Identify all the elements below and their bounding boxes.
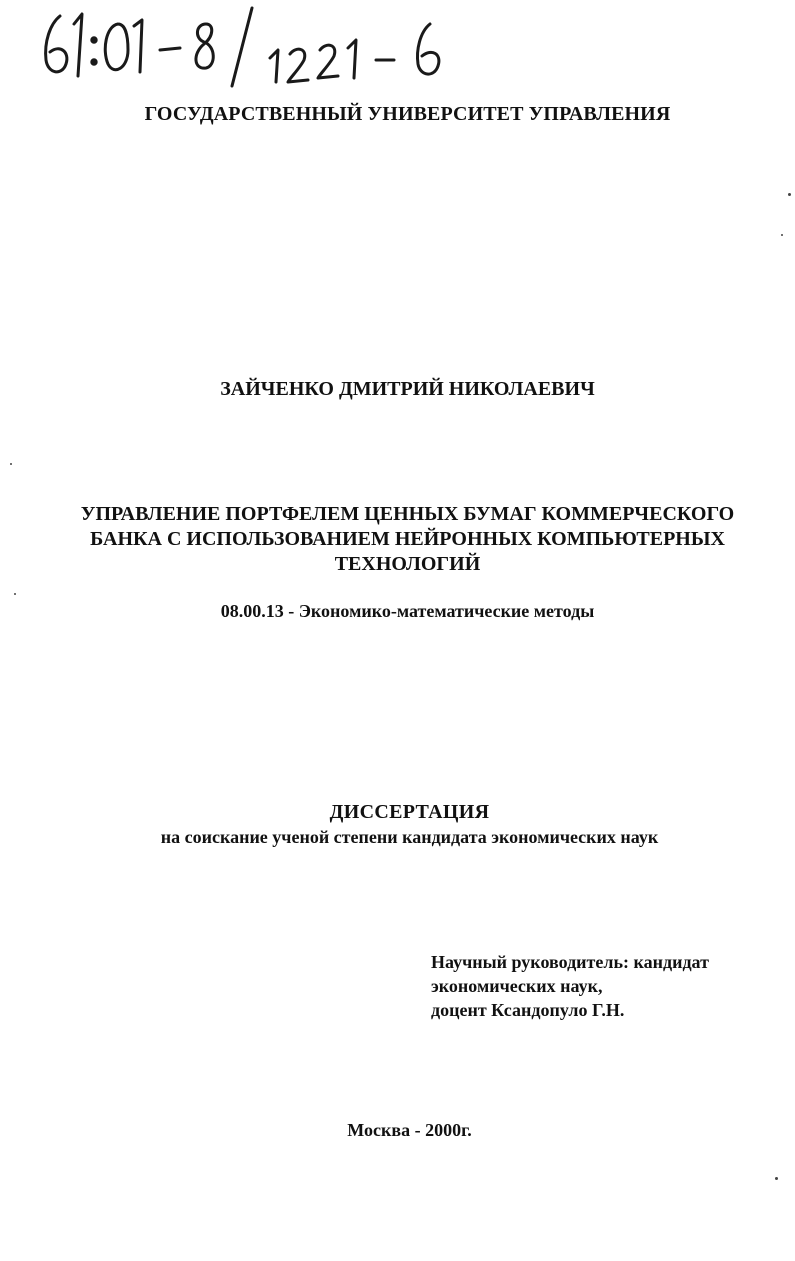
city-year: Москва - 2000г. [347, 1120, 472, 1140]
scan-speck [781, 234, 783, 236]
author-name: ЗАЙЧЕНКО ДМИТРИЙ НИКОЛАЕВИЧ [220, 378, 595, 400]
scan-speck [10, 463, 12, 465]
university-name: ГОСУДАРСТВЕННЫЙ УНИВЕРСИТЕТ УПРАВЛЕНИЯ [144, 103, 671, 125]
supervisor-line: Научный руководитель: кандидат [431, 952, 709, 972]
degree-statement: на соискание ученой степени кандидата экономических наук [160, 827, 659, 847]
supervisor-block [431, 950, 709, 1022]
scan-speck [14, 593, 16, 595]
scan-speck [788, 193, 791, 196]
supervisor-line: доцент Ксандопуло Г.Н. [431, 1000, 625, 1020]
specialty-code: 08.00.13 - Экономико-математические методы [220, 601, 595, 621]
thesis-title-line: ТЕХНОЛОГИЙ [334, 553, 481, 575]
document-type: ДИССЕРТАЦИЯ [329, 801, 490, 823]
thesis-title [10, 502, 795, 577]
handwritten-archive-code [38, 2, 458, 92]
supervisor-line: экономических наук, [431, 976, 603, 996]
thesis-title-line: УПРАВЛЕНИЕ ПОРТФЕЛЕМ ЦЕННЫХ БУМАГ КОММЕРЧЕСКОГО [80, 503, 735, 525]
thesis-title-line: БАНКА С ИСПОЛЬЗОВАНИЕМ НЕЙРОННЫХ КОМПЬЮТЕРНЫХ [90, 528, 725, 550]
scan-speck [775, 1177, 778, 1180]
